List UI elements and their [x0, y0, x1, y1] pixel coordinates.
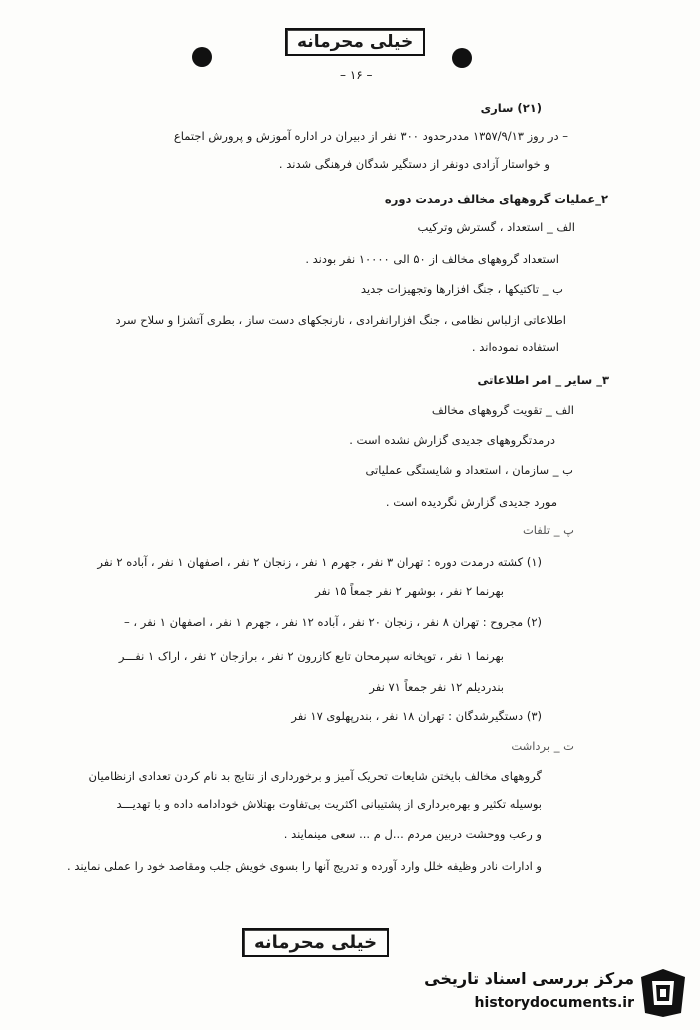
section-heading: ۳_ سایر _ امر اطلاعاتی	[477, 373, 609, 387]
text-line: (۳) دستگیرشدگان : تهران ۱۸ نفر ، بندرپهلوی ۱۷ نفر	[291, 709, 542, 723]
text-line: گروههای مخالف بایختن شایعات تحریک آمیز و برخورداری از نتایج بد نام کردن تعدادی ازنظامیان	[88, 769, 542, 783]
classification-stamp-bottom: خیلی محرمانه	[242, 928, 389, 957]
text-line: پ _ تلفات	[522, 523, 574, 537]
text-line: و ادارات نادر وظیفه خلل وارد آورده و تدریج آنها را بسوی خویش جلب ومقاصد خود را عملی نمایند .	[67, 859, 542, 873]
text-line: – در روز ۱۳۵۷/۹/۱۳ مددرحدود ۳۰۰ نفر از دبیران در اداره آموزش و پرورش اجتماع	[173, 129, 568, 143]
punch-hole-left	[192, 47, 212, 67]
text-line: استعداد گروههای مخالف از ۵۰ الی ۱۰۰۰۰ نفر بودند .	[305, 252, 559, 266]
text-line: الف _ استعداد ، گسترش وترکیب	[417, 220, 575, 234]
archive-url: historydocuments.ir	[474, 995, 634, 1011]
text-line: استفاده نموده‌اند .	[471, 340, 559, 354]
text-line: و رعب ووحشت دربین مردم ...ل م ... سعی مینمایند .	[283, 827, 542, 841]
text-line: و خواستار آزادی دونفر از دستگیر شدگان فرهنگی شدند .	[278, 157, 550, 171]
text-line: (۱) کشته درمدت دوره : تهران ۳ نفر ، جهرم ۱ نفر ، زنجان ۲ نفر ، اصفهان ۱ نفر ، آباده ۲ نفر	[97, 555, 542, 569]
text-line: ت _ برداشت	[511, 739, 574, 753]
text-line: مورد جدیدی گزارش نگردیده است .	[385, 495, 557, 509]
page-number: – ۱۶ –	[340, 68, 373, 82]
text-line: بوسیله تکثیر و بهره‌برداری از پشتیبانی اکثریت بی‌تفاوت بهتلاش خودادامه داده و با تهدیـــد	[116, 797, 542, 811]
archive-logo-icon	[638, 967, 688, 1019]
archive-watermark-logo	[410, 965, 692, 1023]
text-line: درمدتگروههای جدیدی گزارش نشده است .	[349, 433, 555, 447]
text-line: الف _ تقویت گروههای مخالف	[431, 403, 574, 417]
section-heading: ۲_عملیات گروههای مخالف درمدت دوره	[384, 192, 608, 206]
text-line: اطلاعاتی ازلباس نظامی ، جنگ افزارانفرادی ، نارنجکهای دست ساز ، بطری آتشزا و سلاح سرد	[115, 313, 566, 327]
text-line: بهرنما ۲ نفر ، بوشهر ۲ نفر جمعاً ۱۵ نفر	[315, 584, 504, 598]
text-line: (۲) مجروح : تهران ۸ نفر ، زنجان ۲۰ نفر ، آباده ۱۲ نفر ، جهرم ۱ نفر ، اصفهان ۱ نفر ، –	[123, 615, 542, 629]
text-line: بهرنما ۱ نفر ، توپخانه سپرمحان تابع کازرون ۲ نفر ، برازجان ۲ نفر ، اراک ۱ نفـــر	[118, 649, 504, 663]
text-line: (۲۱) ساری	[480, 101, 542, 115]
text-line: بندردیلم ۱۲ نفر جمعاً ۷۱ نفر	[369, 680, 504, 694]
punch-hole-right	[452, 48, 472, 68]
text-line: ب _ سازمان ، استعداد و شایستگی عملیاتی	[365, 463, 573, 477]
classification-stamp-top: خیلی محرمانه	[285, 28, 425, 56]
text-line: ب _ تاکتیکها ، جنگ افزارها وتجهیزات جدید	[360, 282, 563, 296]
archive-name: مرکز بررسی اسناد تاریخی	[424, 969, 634, 988]
